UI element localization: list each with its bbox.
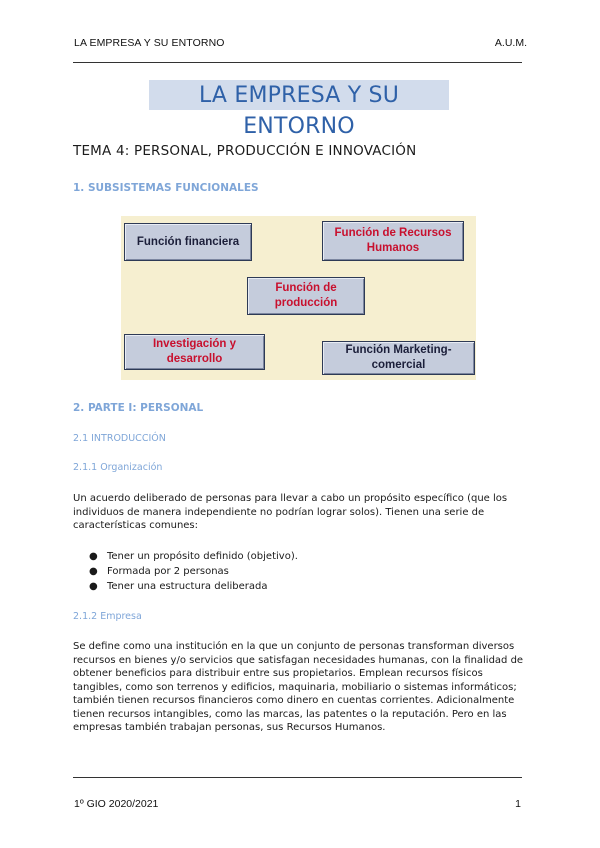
company-heading: 2.1.2 Empresa bbox=[73, 611, 142, 622]
footer-rule bbox=[73, 777, 522, 778]
page-number: 1 bbox=[515, 798, 521, 810]
list-item: ● Tener un propósito definido (objetivo). bbox=[89, 551, 298, 562]
company-paragraph: Se define como una institución en la que un conjunto de personas transforman diversos recursos en bienes y/o servicios que satisfagan necesidades humanas, con la finalidad de obtener beneficios para distribuir entre sus propietarios. Emplean recursos físicos tangibles, como son terrenos y edificios, maquinaria, mobiliario o sistemas informáticos; también tienen recursos financieros como dinero en cuentas corrientes. Adicionalmente tienen recursos intangibles, como las marcas, las patentes o la reputación. Pero en las empresas también trabajan personas, sus Recursos Humanos. bbox=[73, 641, 524, 733]
header-right: A.U.M. bbox=[494, 37, 527, 49]
box-research-development: Investigación y desarrollo bbox=[124, 334, 265, 370]
box-production: Función de producción bbox=[247, 277, 365, 315]
list-item: ● Formada por 2 personas bbox=[89, 566, 229, 577]
footer-left: 1º GIO 2020/2021 bbox=[74, 798, 159, 810]
box-financial: Función financiera bbox=[124, 223, 252, 261]
page-title: LA EMPRESA Y SU ENTORNO bbox=[149, 80, 449, 110]
header-rule bbox=[73, 62, 522, 63]
list-item: ● Tener una estructura deliberada bbox=[89, 581, 268, 592]
section-1-heading: 1. SUBSISTEMAS FUNCIONALES bbox=[73, 182, 259, 194]
intro-heading: 2.1 INTRODUCCIÓN bbox=[73, 433, 166, 444]
box-marketing: Función Marketing-comercial bbox=[322, 341, 475, 375]
header-left: LA EMPRESA Y SU ENTORNO bbox=[74, 37, 225, 49]
functional-subsystems-diagram bbox=[121, 216, 476, 380]
topic-heading: TEMA 4: PERSONAL, PRODUCCIÓN E INNOVACIÓN bbox=[73, 143, 417, 159]
characteristics-list bbox=[73, 549, 298, 594]
organization-heading: 2.1.1 Organización bbox=[73, 462, 163, 473]
organization-paragraph: Un acuerdo deliberado de personas para llevar a cabo un propósito específico (que los individuos de manera independiente no podrían lograr solos). Tienen una serie de características comunes: bbox=[73, 493, 508, 531]
section-2-heading: 2. PARTE I: PERSONAL bbox=[73, 402, 204, 414]
box-human-resources: Función de Recursos Humanos bbox=[322, 221, 464, 261]
